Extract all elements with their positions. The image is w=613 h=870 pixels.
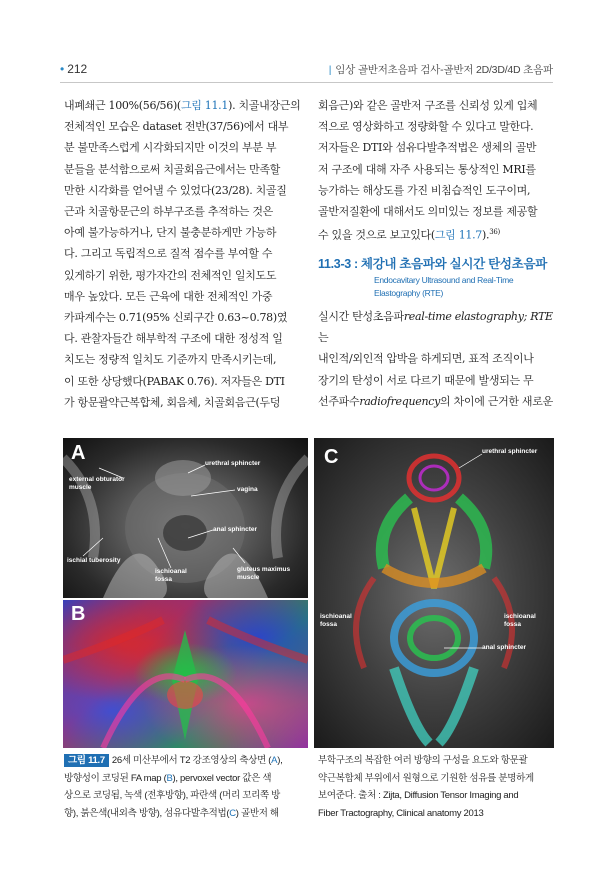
label-ischioanal-fossa: ischioanal fossa [155,568,187,583]
page-number: • 212 [60,62,88,76]
left-column [64,95,306,413]
caption-line: Fiber Tractography, Clinical anatomy 2013 [318,807,484,819]
section-heading [318,254,554,300]
citation-superscript: 36) [489,228,500,237]
caption-line: 상으로 코딩됨, 녹색 (전후방향), 파란색 (머리 꼬리쪽 방 [64,790,281,801]
body-line: 내인적/외인적 압박을 하게되면, 표적 조직이나 [318,352,534,366]
body-line: 장기의 탄성이 서로 다르기 때문에 발생되는 무 [318,373,534,387]
label-gluteus-maximus: gluteus maximus muscle [237,566,291,581]
fiber-tractography-illustration [314,438,554,748]
body-line: 이 또한 상당했다(PABAK 0.76). 저자들은 DTI [64,374,285,388]
running-title: | 임상 골반저초음파 검사-골반저 2D/3D/4D 초음파 [328,64,553,76]
caption-line: 부학구조의 복잡한 여러 방향의 구성을 요도와 항문괄 [318,755,528,766]
label-anal-sphincter: anal sphincter [213,526,258,533]
header-divider [60,82,553,83]
figure-ref[interactable]: 그림 11.7 [434,228,482,242]
label-external-obturator: external obturator muscle [69,476,125,491]
body-line: 근과 치골항문근의 하부구조를 추적하는 것은 [64,205,273,219]
caption-line: 향), 붉은색(내외측 방향), 섬유다발추적법(C) 골반저 해 [64,807,279,819]
caption-line: 약근복합체 부위에서 원형으로 기원한 섬유를 분명하게 [318,772,534,784]
section-body [318,306,554,412]
label-urethral-sphincter: urethral sphincter [205,460,261,467]
fa-map-texture [63,600,308,748]
body-line: 적으로 영상화하고 정량화할 수 있다고 말한다. [318,120,534,134]
body-line: 아예 불가능하거나, 단지 불충분하게만 가능하 [64,226,277,240]
panel-letter-c: C [324,446,339,468]
body-line: 가 항문괄약근복합체, 회음체, 치골회음근(두덩 [64,395,281,409]
body-line: 수 있을 것으로 보고있다(그림 11.7).$^{36)}$ [318,228,500,242]
body-line: 매우 높았다. 모든 근육에 대한 전체적인 가중 [64,289,273,303]
body-line: 능가하는 해상도를 가진 비침습적인 도구이며, [318,183,531,197]
section-subtitle-en: Elastography (RTE) [374,288,444,299]
label-ischioanal-fossa-left: ischioanal fossa [320,613,352,628]
label-urethral-sphincter: urethral sphincter [482,448,538,455]
caption-line: 그림 11.7 26세 미산부에서 T2 강조영상의 축상면 (A), [64,752,310,770]
body-line: 내폐쇄근 100%(56/56)(그림 11.1). 치골내장근의 [64,99,301,112]
figure-panel-c-tractography [314,438,554,748]
body-line: 있게하기 위한, 평가자간의 전체적인 일치도도 [64,268,277,282]
figure-caption-left [64,752,310,822]
caption-line: 보여준다. 출처 : Zijta, Diffusion Tensor Imaging and [318,790,519,801]
panel-letter-a: A [71,442,86,464]
body-line: 저자들은 DTI와 섬유다발추적법은 생체의 골반 [318,141,537,155]
body-line: 전체적인 모습은 dataset 전반(37/56)에서 대부 [64,120,289,134]
body-line: 분 불만족스럽게 시각화되지만 이것의 부분 부 [64,141,277,155]
figure-caption-right [318,752,554,822]
section-subtitle-en: Endocavitary Ultrasound and Real-Time [374,275,514,286]
caption-line: 방향성이 코딩된 FA map (B), pervoxel vector 값은 색 [64,772,272,784]
body-line: 카파계수는 0.71(95% 신뢰구간 0.63~0.78)였 [64,311,288,325]
label-ischial-tuberosity: ischial tuberosity [67,557,121,564]
label-ischioanal-fossa-right: ischioanal fossa [504,613,536,628]
body-line: 다. 관찰자들간 해부학적 구조에 대한 정성적 일 [64,332,283,346]
body-line: 실시간 탄성초음파real-time elastography; RTE는 [318,310,553,345]
label-vagina: vagina [237,486,258,493]
body-line: 분들을 분석함으로써 치골회음근에서는 만족할 [64,162,281,176]
figure-ref[interactable]: 그림 11.1 [180,99,229,112]
page-header [60,62,553,84]
label-anal-sphincter: anal sphincter [482,644,527,651]
figure-panel-a-mri [63,438,308,598]
figure-badge: 그림 11.7 [64,754,109,767]
body-line: 골반저질환에 대해서도 의미있는 정보를 제공할 [318,205,538,219]
body-line: 선주파수radiofrequency의 차이에 근거한 새로운 [318,394,553,408]
body-line: 저 구조에 대해 자주 사용되는 통상적인 MRI를 [318,162,536,176]
body-line: 만한 시각화를 얻어낼 수 있었다(23/28). 치골질 [64,183,287,197]
body-line: 회음근)와 같은 골반저 구조를 신뢰성 있게 입체 [318,99,538,112]
panel-letter-b: B [71,603,86,625]
figure-panel-b-fa-map [63,600,308,748]
body-line: 치도는 정량적 일치도 기준까지 만족시키는데, [64,353,277,367]
body-line: 다. 그리고 독립적으로 질적 점수를 부여할 수 [64,247,273,261]
right-column [318,95,554,412]
section-title: 11.3-3 : 체강내 초음파와 실시간 탄성초음파 [318,257,547,272]
